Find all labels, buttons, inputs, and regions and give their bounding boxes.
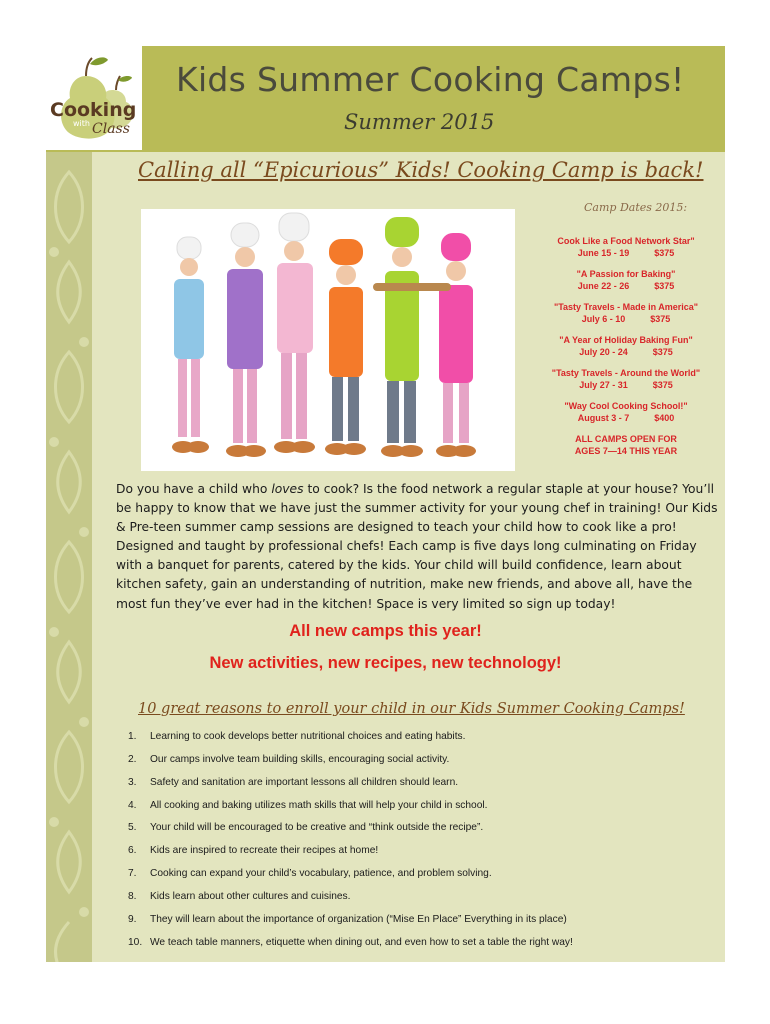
child-figure bbox=[172, 237, 209, 453]
camp-price: $400 bbox=[654, 412, 675, 423]
camp-dates: August 3 - 7 bbox=[577, 412, 630, 423]
list-item bbox=[128, 776, 718, 799]
camp-entry bbox=[528, 269, 724, 292]
highlight-new-activities: New activities, new recipes, new technology! bbox=[209, 654, 562, 672]
camp-price: $375 bbox=[654, 280, 675, 291]
flyer-page bbox=[46, 46, 725, 962]
list-item bbox=[128, 844, 718, 867]
camp-dates: July 20 - 24 bbox=[579, 346, 628, 357]
intro-text-rest: to cook? Is the food network a regular staple at your house? You’ll be happy to know that we have just the summer activity for your young chef in training! Our Kids & Pre-teen summer camp sessions are designed to teach your child how to cook like a pro! Designed and taught by professional chefs! Each camp is five days long culminating on Friday with a banquet for parents, catered by the kids. Your child will build confidence, learn about kitchen safety, gain an understanding of nutrition, make new friends, and above all, have the most fun they’ve ever had in the kitchen! Space is very limited so sign up today! bbox=[116, 482, 718, 611]
camp-name: "Way Cool Cooking School!" bbox=[564, 401, 688, 411]
camp-dates: July 27 - 31 bbox=[579, 379, 628, 390]
page-subtitle: Summer 2015 bbox=[344, 110, 495, 134]
list-item bbox=[128, 890, 718, 913]
camp-name: "Tasty Travels - Made in America" bbox=[553, 302, 699, 312]
camp-dates: July 6 - 10 bbox=[581, 313, 626, 324]
child-figure bbox=[226, 223, 266, 457]
intro-text-emphasis: loves bbox=[271, 482, 304, 496]
logo-text-class: Class bbox=[92, 121, 130, 137]
list-item-number: 3. bbox=[128, 776, 137, 788]
camp-entry bbox=[528, 335, 724, 358]
camp-dates: June 15 - 19 bbox=[577, 247, 630, 258]
child-figure bbox=[381, 217, 423, 457]
decorative-side-band bbox=[46, 152, 92, 962]
camp-price: $375 bbox=[654, 247, 675, 258]
reasons-list bbox=[128, 730, 718, 958]
list-item-number: 5. bbox=[128, 822, 137, 834]
list-item bbox=[128, 799, 718, 822]
highlight-new-camps: All new camps this year! bbox=[289, 622, 482, 640]
list-item-text: Kids are inspired to recreate their recipes at home! bbox=[150, 845, 379, 857]
camp-dates: June 22 - 26 bbox=[577, 280, 630, 291]
list-item-text: They will learn about the importance of organization (“Mise En Place” Everything in its place) bbox=[150, 913, 567, 925]
floral-pattern-icon bbox=[46, 152, 92, 962]
cooking-with-class-logo bbox=[46, 46, 142, 150]
camp-price: $375 bbox=[652, 379, 673, 390]
list-item-number: 2. bbox=[128, 753, 137, 765]
camp-entry bbox=[528, 302, 724, 325]
camp-price: $375 bbox=[650, 313, 671, 324]
camp-name: "A Passion for Baking" bbox=[576, 269, 676, 279]
camp-dates-title: Camp Dates 2015: bbox=[584, 201, 688, 214]
camp-schedule bbox=[528, 236, 724, 467]
camps-note-line1: ALL CAMPS OPEN FOR bbox=[575, 434, 677, 444]
list-item-number: 4. bbox=[128, 799, 137, 811]
list-item-number: 7. bbox=[128, 868, 137, 880]
intro-heading: Calling all “Epicurious” Kids! Cooking Camp is back! bbox=[138, 158, 704, 182]
logo-text-with: with bbox=[73, 119, 90, 128]
camps-note-line2: AGES 7—14 THIS YEAR bbox=[574, 445, 678, 456]
page-title: Kids Summer Cooking Camps! bbox=[176, 60, 685, 99]
list-item bbox=[128, 821, 718, 844]
list-item-number: 10. bbox=[128, 936, 143, 948]
child-figure bbox=[274, 213, 315, 453]
camp-entry bbox=[528, 236, 724, 259]
camp-entry bbox=[528, 368, 724, 391]
list-item-text: Safety and sanitation are important lessons all children should learn. bbox=[150, 776, 459, 788]
intro-text-start: Do you have a child who bbox=[116, 482, 272, 496]
list-item-text: We teach table manners, etiquette when dining out, and even how to set a table the right way! bbox=[150, 936, 573, 948]
list-item bbox=[128, 913, 718, 936]
camp-name: Cook Like a Food Network Star" bbox=[557, 236, 695, 246]
list-item-text: Cooking can expand your child’s vocabulary, patience, and problem solving. bbox=[150, 868, 492, 880]
list-item-number: 6. bbox=[128, 845, 137, 857]
list-item-number: 8. bbox=[128, 890, 137, 902]
list-item bbox=[128, 730, 718, 753]
reasons-heading: 10 great reasons to enroll your child in our Kids Summer Cooking Camps! bbox=[138, 701, 685, 717]
camp-name: "Tasty Travels - Around the World" bbox=[551, 368, 701, 378]
camp-name: "A Year of Holiday Baking Fun" bbox=[559, 335, 693, 345]
child-figure bbox=[325, 239, 366, 455]
list-item-text: Our camps involve team building skills, encouraging social activity. bbox=[150, 753, 450, 765]
list-item bbox=[128, 867, 718, 890]
camps-note bbox=[528, 434, 724, 457]
list-item-text: Your child will be encouraged to be creative and “think outside the recipe”. bbox=[150, 822, 484, 834]
list-item-text: All cooking and baking utilizes math skills that will help your child in school. bbox=[150, 799, 488, 811]
camp-entry bbox=[528, 401, 724, 424]
rolling-pin-icon bbox=[373, 283, 451, 291]
list-item-text: Kids learn about other cultures and cuisines. bbox=[150, 890, 351, 902]
list-item bbox=[128, 936, 718, 959]
pear-logo-icon bbox=[46, 46, 142, 150]
list-item-number: 9. bbox=[128, 913, 137, 925]
list-item-text: Learning to cook develops better nutritional choices and eating habits. bbox=[150, 731, 466, 742]
list-item-number: 1. bbox=[128, 731, 137, 742]
kids-chef-photo bbox=[141, 209, 515, 471]
camp-price: $375 bbox=[652, 346, 673, 357]
logo-text-cooking: Cooking bbox=[50, 99, 137, 121]
header-band bbox=[46, 46, 725, 152]
intro-paragraph bbox=[116, 480, 721, 614]
child-figure bbox=[436, 233, 476, 457]
list-item bbox=[128, 753, 718, 776]
